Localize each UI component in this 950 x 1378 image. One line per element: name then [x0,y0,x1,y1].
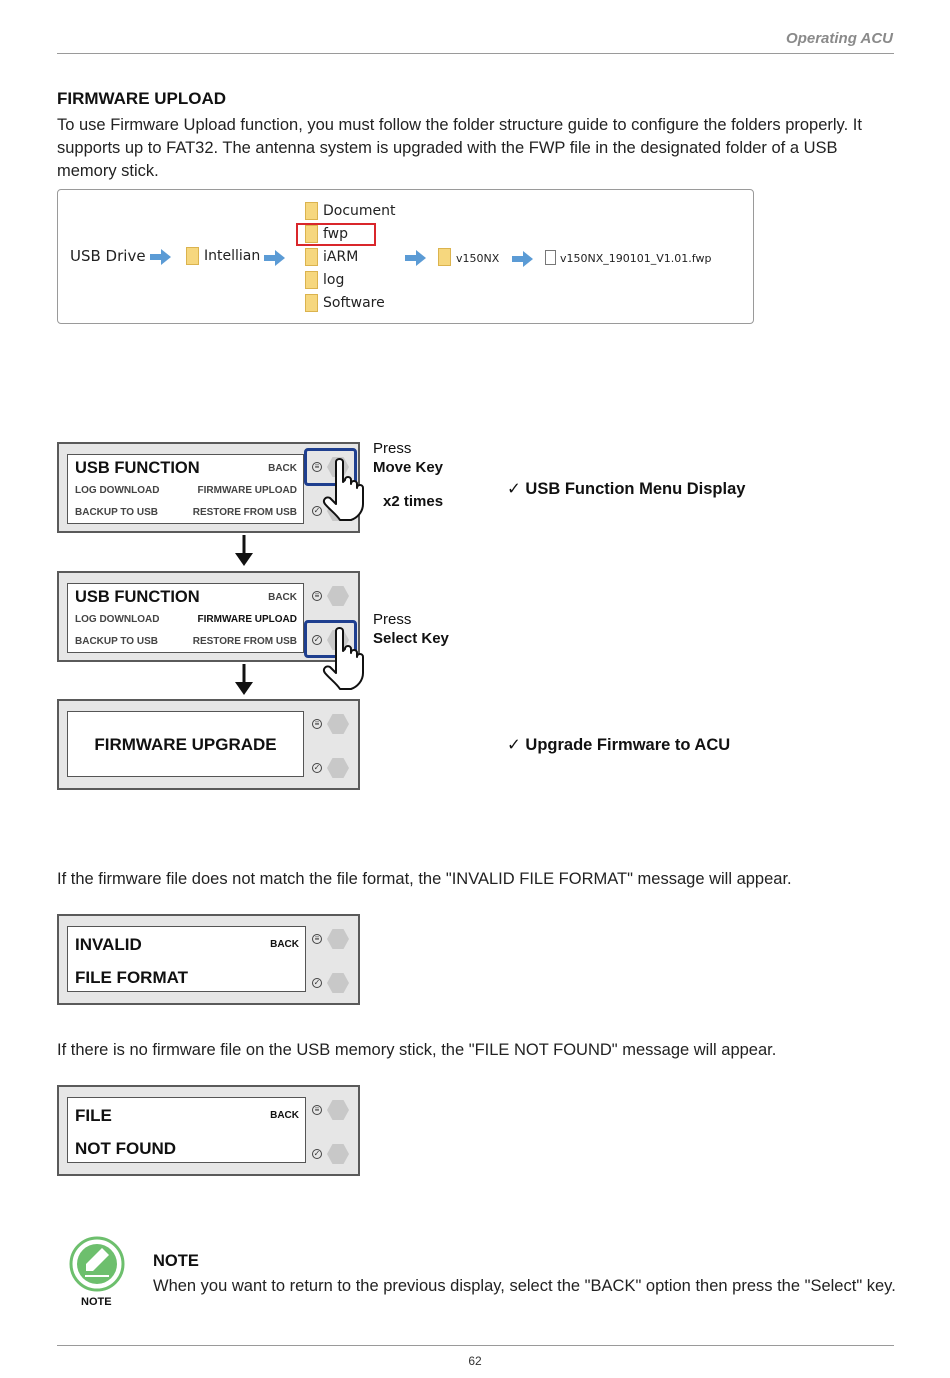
folder-log: log [323,272,345,288]
folder-iarm: iARM [323,249,359,265]
fwp-highlight-box [296,223,376,246]
select-key[interactable] [327,1144,349,1164]
arrow-icon [264,250,286,266]
not-found-message: If there is no firmware file on the USB memory stick, the "FILE NOT FOUND" message will appear. [57,1041,777,1059]
lcd-screen [67,1097,306,1163]
header-title: Operating ACU [786,30,893,47]
screen-title: USB FUNCTION [75,459,200,477]
check-icon: ✓ [507,736,521,754]
folder-document: Document [323,203,396,219]
move-key[interactable] [327,586,349,606]
firmware-file-name: v150NX_190101_V1.01.fwp [560,252,712,265]
move-key[interactable] [327,929,349,949]
move-key-label: Move Key [373,459,444,476]
note-pencil-icon [69,1236,125,1292]
folder-icon [305,294,318,312]
folder-v150nx: v150NX [456,252,500,265]
back-option: BACK [270,1110,299,1121]
down-arrow-icon [233,664,255,696]
menu-restore-from-usb: RESTORE FROM USB [192,507,297,518]
acu-panel-invalid-format [57,914,360,1005]
arrow-icon [150,249,172,265]
folder-software: Software [323,295,385,311]
upgrade-note-text: Upgrade Firmware to ACU [525,736,731,754]
lcd-screen [67,711,304,777]
folder-intellian: Intellian [204,248,261,264]
folder-icon [305,202,318,220]
select-key-icon: ✓ [313,978,321,987]
acu-panel-file-not-found [57,1085,360,1176]
down-arrow-icon [233,535,255,567]
note-icon-caption: NOTE [81,1296,112,1308]
select-key[interactable] [327,758,349,778]
move-key-icon: ≡ [312,719,322,729]
menu-firmware-upload: FIRMWARE UPLOAD [197,485,297,496]
acu-panel-usb-function-2 [57,571,360,662]
press-label-1: Press [373,440,412,457]
page-number: 62 [468,1354,482,1368]
upgrade-note [507,735,730,755]
menu-firmware-upload-selected: FIRMWARE UPLOAD [197,614,297,625]
move-key[interactable] [327,714,349,734]
lcd-screen [67,926,306,992]
usb-drive-label: USB Drive [70,247,146,265]
firmware-upgrade-text: FIRMWARE UPGRADE [94,735,277,754]
lcd-screen [67,583,304,653]
acu-panel-usb-function-1 [57,442,360,533]
move-key-icon: ≡ [312,934,322,944]
section-intro: To use Firmware Upload function, you must follow the folder structure guide to configure the folders properly. It supports up to FAT32. The antenna system is upgraded with the FWP file in the designated folder of a USB memory stick. [57,116,862,180]
select-key-icon: ✓ [313,1149,321,1158]
folder-icon [438,248,451,266]
not-found-line1: FILE [75,1106,112,1125]
footer-rule [57,1345,894,1346]
folder-icon [305,271,318,289]
select-key-icon: ✓ [313,635,321,644]
times-label: x2 times [383,493,444,510]
note-text: When you want to return to the previous display, select the "BACK" option then press the "Select" key. [153,1277,896,1295]
back-option: BACK [270,939,299,950]
file-icon [545,250,556,265]
note-title: NOTE [153,1252,199,1270]
menu-log-download: LOG DOWNLOAD [75,485,160,496]
folder-fwp: fwp [323,226,349,242]
section-title: FIRMWARE UPLOAD [57,89,227,108]
arrow-icon [512,251,534,267]
back-option: BACK [268,463,297,474]
menu-backup-to-usb: BACKUP TO USB [75,507,158,518]
select-key[interactable] [327,973,349,993]
usb-menu-note [507,479,745,499]
header-rule [57,53,894,54]
move-key[interactable] [327,1100,349,1120]
invalid-line2: FILE FORMAT [75,968,188,987]
arrow-icon [405,250,427,266]
menu-log-download: LOG DOWNLOAD [75,614,160,625]
press-label-2: Press [373,611,412,628]
select-key-label: Select Key [373,630,449,647]
move-key-icon: ≡ [312,1105,322,1115]
select-key-icon: ✓ [313,506,321,515]
screen-title: USB FUNCTION [75,588,200,606]
folder-icon [186,247,199,265]
invalid-line1: INVALID [75,935,142,954]
folder-icon [305,248,318,266]
usb-menu-note-text: USB Function Menu Display [525,480,746,498]
back-option: BACK [268,592,297,603]
invalid-format-message: If the firmware file does not match the file format, the "INVALID FILE FORMAT" message will appear. [57,870,792,888]
acu-panel-firmware-upgrade [57,699,360,790]
menu-backup-to-usb: BACKUP TO USB [75,636,158,647]
not-found-line2: NOT FOUND [75,1139,177,1158]
move-key-icon: ≡ [312,591,322,601]
menu-restore-from-usb: RESTORE FROM USB [192,636,297,647]
move-key-icon: ≡ [312,462,322,472]
lcd-screen [67,454,304,524]
check-icon: ✓ [507,480,521,498]
select-key-icon: ✓ [313,763,321,772]
